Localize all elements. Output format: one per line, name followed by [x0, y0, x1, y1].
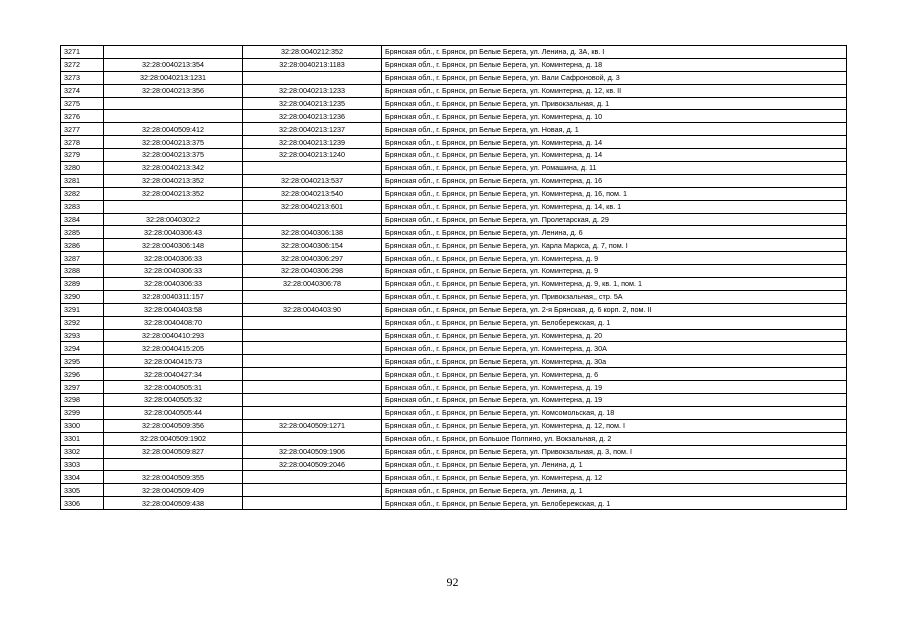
address-cell: Брянская обл., г. Брянск, рп Белые Берега, ул. Коминтерна, д. 12, пом. I — [382, 419, 847, 432]
address-cell: Брянская обл., г. Брянск, рп Белые Берега, ул. Коминтерна, д. 14 — [382, 149, 847, 162]
cadastral-number-premises-cell — [243, 342, 382, 355]
cadastral-number-premises-cell: 32:28:0040213:1183 — [243, 58, 382, 71]
address-cell: Брянская обл., г. Брянск, рп Белые Берега, ул. 2-я Брянская, д. 6 корп. 2, пом. II — [382, 303, 847, 316]
row-number-cell: 3306 — [61, 497, 104, 510]
table-row — [61, 445, 847, 458]
cadastral-number-premises-cell: 32:28:0040509:1906 — [243, 445, 382, 458]
address-cell: Брянская обл., г. Брянск, рп Белые Берега, ул. Белобережская, д. 1 — [382, 497, 847, 510]
cadastral-number-cell: 32:28:0040415:205 — [104, 342, 243, 355]
address-cell: Брянская обл., г. Брянск, рп Белые Берега, ул. Коминтерна, д. 10 — [382, 110, 847, 123]
cadastral-number-cell: 32:28:0040509:409 — [104, 484, 243, 497]
row-number-cell: 3290 — [61, 290, 104, 303]
address-cell: Брянская обл., г. Брянск, рп Белые Берега, ул. Коминтерна, д. 18 — [382, 58, 847, 71]
cadastral-number-premises-cell: 32:28:0040213:601 — [243, 200, 382, 213]
cadastral-number-cell: 32:28:0040509:1902 — [104, 432, 243, 445]
table-row — [61, 200, 847, 213]
row-number-cell: 3281 — [61, 174, 104, 187]
cadastral-number-premises-cell: 32:28:0040213:1237 — [243, 123, 382, 136]
row-number-cell: 3273 — [61, 71, 104, 84]
cadastral-number-cell — [104, 458, 243, 471]
row-number-cell: 3301 — [61, 432, 104, 445]
row-number-cell: 3295 — [61, 355, 104, 368]
address-cell: Брянская обл., г. Брянск, рп Белые Берега, ул. Привокзальная,, стр. 5А — [382, 290, 847, 303]
table-row — [61, 213, 847, 226]
cadastral-number-cell: 32:28:0040509:356 — [104, 419, 243, 432]
cadastral-number-cell: 32:28:0040408:70 — [104, 316, 243, 329]
cadastral-number-cell: 32:28:0040311:157 — [104, 290, 243, 303]
address-cell: Брянская обл., г. Брянск, рп Белые Берега, ул. Коминтерна, д. 12 — [382, 471, 847, 484]
address-cell: Брянская обл., г. Брянск, рп Белые Берега, ул. Коминтерна, д. 9 — [382, 265, 847, 278]
address-cell: Брянская обл., г. Брянск, рп Белые Берега, ул. Привокзальная, д. 3, пом. I — [382, 445, 847, 458]
cadastral-number-premises-cell: 32:28:0040306:138 — [243, 226, 382, 239]
address-cell: Брянская обл., г. Брянск, рп Белые Берега, ул. Белобережская, д. 1 — [382, 316, 847, 329]
row-number-cell: 3299 — [61, 406, 104, 419]
cadastral-number-cell: 32:28:0040213:1231 — [104, 71, 243, 84]
table-row — [61, 471, 847, 484]
row-number-cell: 3284 — [61, 213, 104, 226]
address-cell: Брянская обл., г. Брянск, рп Белые Берега, ул. Коминтерна, д. 30а — [382, 355, 847, 368]
table-row — [61, 316, 847, 329]
row-number-cell: 3288 — [61, 265, 104, 278]
address-cell: Брянская обл., г. Брянск, рп Белые Берега, ул. Привокзальная, д. 1 — [382, 97, 847, 110]
table-row — [61, 123, 847, 136]
row-number-cell: 3298 — [61, 394, 104, 407]
cadastral-number-premises-cell — [243, 355, 382, 368]
table-row — [61, 406, 847, 419]
table-row — [61, 58, 847, 71]
cadastral-number-cell: 32:28:0040213:352 — [104, 187, 243, 200]
address-cell: Брянская обл., г. Брянск, рп Белые Берега, ул. Ленина, д. 6 — [382, 226, 847, 239]
cadastral-number-premises-cell — [243, 290, 382, 303]
row-number-cell: 3282 — [61, 187, 104, 200]
cadastral-number-cell: 32:28:0040403:58 — [104, 303, 243, 316]
address-cell: Брянская обл., г. Брянск, рп Белые Берега, ул. Ленина, д. 3А, кв. I — [382, 46, 847, 59]
address-cell: Брянская обл., г. Брянск, рп Белые Берега, ул. Новая, д. 1 — [382, 123, 847, 136]
row-number-cell: 3278 — [61, 136, 104, 149]
table-row — [61, 136, 847, 149]
address-cell: Брянская обл., г. Брянск, рп Белые Берега, ул. Коминтерна, д. 16 — [382, 174, 847, 187]
cadastral-number-cell: 32:28:0040213:356 — [104, 84, 243, 97]
address-cell: Брянская обл., г. Брянск, рп Белые Берега, ул. Коминтерна, д. 6 — [382, 368, 847, 381]
cadastral-number-premises-cell: 32:28:0040213:1240 — [243, 149, 382, 162]
row-number-cell: 3303 — [61, 458, 104, 471]
cadastral-number-premises-cell: 32:28:0040403:90 — [243, 303, 382, 316]
table-row — [61, 419, 847, 432]
cadastral-number-cell: 32:28:0040213:354 — [104, 58, 243, 71]
cadastral-number-cell: 32:28:0040306:148 — [104, 239, 243, 252]
cadastral-number-premises-cell: 32:28:0040509:1271 — [243, 419, 382, 432]
table-row — [61, 432, 847, 445]
address-cell: Брянская обл., г. Брянск, рп Белые Берега, ул. Коминтерна, д. 9, кв. 1, пом. 1 — [382, 278, 847, 291]
row-number-cell: 3289 — [61, 278, 104, 291]
table-row — [61, 97, 847, 110]
row-number-cell: 3277 — [61, 123, 104, 136]
table-row — [61, 497, 847, 510]
row-number-cell: 3300 — [61, 419, 104, 432]
table-row — [61, 187, 847, 200]
cadastral-number-premises-cell — [243, 471, 382, 484]
address-cell: Брянская обл., г. Брянск, рп Белые Берега, ул. Коминтерна, д. 9 — [382, 252, 847, 265]
registry-table — [60, 45, 847, 510]
document-page — [60, 45, 846, 510]
cadastral-number-premises-cell: 32:28:0040306:78 — [243, 278, 382, 291]
table-row — [61, 278, 847, 291]
table-row — [61, 265, 847, 278]
row-number-cell: 3285 — [61, 226, 104, 239]
cadastral-number-premises-cell: 32:28:0040306:298 — [243, 265, 382, 278]
table-row — [61, 84, 847, 97]
row-number-cell: 3272 — [61, 58, 104, 71]
cadastral-number-cell: 32:28:0040509:355 — [104, 471, 243, 484]
address-cell: Брянская обл., г. Брянск, рп Белые Берега, ул. Ленина, д. 1 — [382, 458, 847, 471]
address-cell: Брянская обл., г. Брянск, рп Белые Берега, ул. Карла Маркса, д. 7, пом. I — [382, 239, 847, 252]
cadastral-number-cell: 32:28:0040306:33 — [104, 278, 243, 291]
address-cell: Брянская обл., г. Брянск, рп Белые Берега, ул. Коминтерна, д. 12, кв. II — [382, 84, 847, 97]
row-number-cell: 3275 — [61, 97, 104, 110]
address-cell: Брянская обл., г. Брянск, рп Белые Берега, ул. Ленина, д. 1 — [382, 484, 847, 497]
cadastral-number-cell: 32:28:0040509:412 — [104, 123, 243, 136]
address-cell: Брянская обл., г. Брянск, рп Белые Берега, ул. Коминтерна, д. 19 — [382, 381, 847, 394]
cadastral-number-premises-cell — [243, 497, 382, 510]
cadastral-number-cell: 32:28:0040427:34 — [104, 368, 243, 381]
cadastral-number-premises-cell — [243, 432, 382, 445]
table-row — [61, 368, 847, 381]
cadastral-number-premises-cell — [243, 71, 382, 84]
cadastral-number-premises-cell — [243, 394, 382, 407]
cadastral-number-cell: 32:28:0040505:31 — [104, 381, 243, 394]
row-number-cell: 3305 — [61, 484, 104, 497]
address-cell: Брянская обл., г. Брянск, рп Белые Берега, ул. Коминтерна, д. 19 — [382, 394, 847, 407]
table-row — [61, 46, 847, 59]
cadastral-number-cell — [104, 110, 243, 123]
row-number-cell: 3283 — [61, 200, 104, 213]
cadastral-number-cell: 32:28:0040505:44 — [104, 406, 243, 419]
cadastral-number-premises-cell: 32:28:0040306:154 — [243, 239, 382, 252]
table-row — [61, 329, 847, 342]
cadastral-number-premises-cell — [243, 316, 382, 329]
cadastral-number-premises-cell — [243, 368, 382, 381]
address-cell: Брянская обл., г. Брянск, рп Белые Берега, ул. Коминтерна, д. 30А — [382, 342, 847, 355]
cadastral-number-premises-cell: 32:28:0040213:540 — [243, 187, 382, 200]
table-row — [61, 149, 847, 162]
registry-table-body — [61, 46, 847, 510]
cadastral-number-premises-cell: 32:28:0040213:1236 — [243, 110, 382, 123]
cadastral-number-premises-cell: 32:28:0040213:1235 — [243, 97, 382, 110]
cadastral-number-cell: 32:28:0040213:342 — [104, 162, 243, 175]
cadastral-number-cell — [104, 200, 243, 213]
address-cell: Брянская обл., г. Брянск, рп Белые Берега, ул. Пролетарская, д. 29 — [382, 213, 847, 226]
table-row — [61, 174, 847, 187]
row-number-cell: 3294 — [61, 342, 104, 355]
cadastral-number-cell: 32:28:0040509:438 — [104, 497, 243, 510]
cadastral-number-cell: 32:28:0040213:375 — [104, 149, 243, 162]
address-cell: Брянская обл., г. Брянск, рп Белые Берега, ул. Коминтерна, д. 14, кв. 1 — [382, 200, 847, 213]
row-number-cell: 3286 — [61, 239, 104, 252]
address-cell: Брянская обл., г. Брянск, рп Белые Берега, ул. Комсомольская, д. 18 — [382, 406, 847, 419]
table-row — [61, 71, 847, 84]
address-cell: Брянская обл., г. Брянск, рп Белые Берега, ул. Коминтерна, д. 16, пом. 1 — [382, 187, 847, 200]
cadastral-number-cell: 32:28:0040306:33 — [104, 252, 243, 265]
cadastral-number-premises-cell — [243, 329, 382, 342]
table-row — [61, 290, 847, 303]
table-row — [61, 355, 847, 368]
cadastral-number-cell: 32:28:0040306:43 — [104, 226, 243, 239]
address-cell: Брянская обл., г. Брянск, рп Большое Полпино, ул. Вокзальная, д. 2 — [382, 432, 847, 445]
address-cell: Брянская обл., г. Брянск, рп Белые Берега, ул. Вали Сафроновой, д. 3 — [382, 71, 847, 84]
table-row — [61, 458, 847, 471]
address-cell: Брянская обл., г. Брянск, рп Белые Берега, ул. Ромашина, д. 11 — [382, 162, 847, 175]
cadastral-number-premises-cell: 32:28:0040212:352 — [243, 46, 382, 59]
row-number-cell: 3304 — [61, 471, 104, 484]
cadastral-number-cell: 32:28:0040213:352 — [104, 174, 243, 187]
table-row — [61, 252, 847, 265]
cadastral-number-premises-cell — [243, 381, 382, 394]
row-number-cell: 3287 — [61, 252, 104, 265]
table-row — [61, 381, 847, 394]
cadastral-number-premises-cell — [243, 484, 382, 497]
table-row — [61, 484, 847, 497]
table-row — [61, 342, 847, 355]
row-number-cell: 3296 — [61, 368, 104, 381]
cadastral-number-premises-cell — [243, 162, 382, 175]
cadastral-number-cell: 32:28:0040505:32 — [104, 394, 243, 407]
row-number-cell: 3274 — [61, 84, 104, 97]
cadastral-number-cell: 32:28:0040302:2 — [104, 213, 243, 226]
table-row — [61, 162, 847, 175]
row-number-cell: 3276 — [61, 110, 104, 123]
address-cell: Брянская обл., г. Брянск, рп Белые Берега, ул. Коминтерна, д. 20 — [382, 329, 847, 342]
address-cell: Брянская обл., г. Брянск, рп Белые Берега, ул. Коминтерна, д. 14 — [382, 136, 847, 149]
row-number-cell: 3302 — [61, 445, 104, 458]
cadastral-number-cell — [104, 46, 243, 59]
row-number-cell: 3291 — [61, 303, 104, 316]
row-number-cell: 3292 — [61, 316, 104, 329]
cadastral-number-cell: 32:28:0040415:73 — [104, 355, 243, 368]
cadastral-number-cell: 32:28:0040410:293 — [104, 329, 243, 342]
table-row — [61, 226, 847, 239]
table-row — [61, 110, 847, 123]
cadastral-number-premises-cell: 32:28:0040306:297 — [243, 252, 382, 265]
row-number-cell: 3279 — [61, 149, 104, 162]
cadastral-number-premises-cell: 32:28:0040213:537 — [243, 174, 382, 187]
cadastral-number-cell: 32:28:0040213:375 — [104, 136, 243, 149]
cadastral-number-premises-cell: 32:28:0040213:1233 — [243, 84, 382, 97]
table-row — [61, 239, 847, 252]
cadastral-number-premises-cell — [243, 406, 382, 419]
cadastral-number-cell — [104, 97, 243, 110]
cadastral-number-premises-cell: 32:28:0040213:1239 — [243, 136, 382, 149]
cadastral-number-cell: 32:28:0040306:33 — [104, 265, 243, 278]
row-number-cell: 3293 — [61, 329, 104, 342]
row-number-cell: 3297 — [61, 381, 104, 394]
page-number: 92 — [446, 575, 459, 589]
table-row — [61, 303, 847, 316]
row-number-cell: 3271 — [61, 46, 104, 59]
row-number-cell: 3280 — [61, 162, 104, 175]
table-row — [61, 394, 847, 407]
cadastral-number-premises-cell: 32:28:0040509:2046 — [243, 458, 382, 471]
cadastral-number-premises-cell — [243, 213, 382, 226]
cadastral-number-cell: 32:28:0040509:827 — [104, 445, 243, 458]
